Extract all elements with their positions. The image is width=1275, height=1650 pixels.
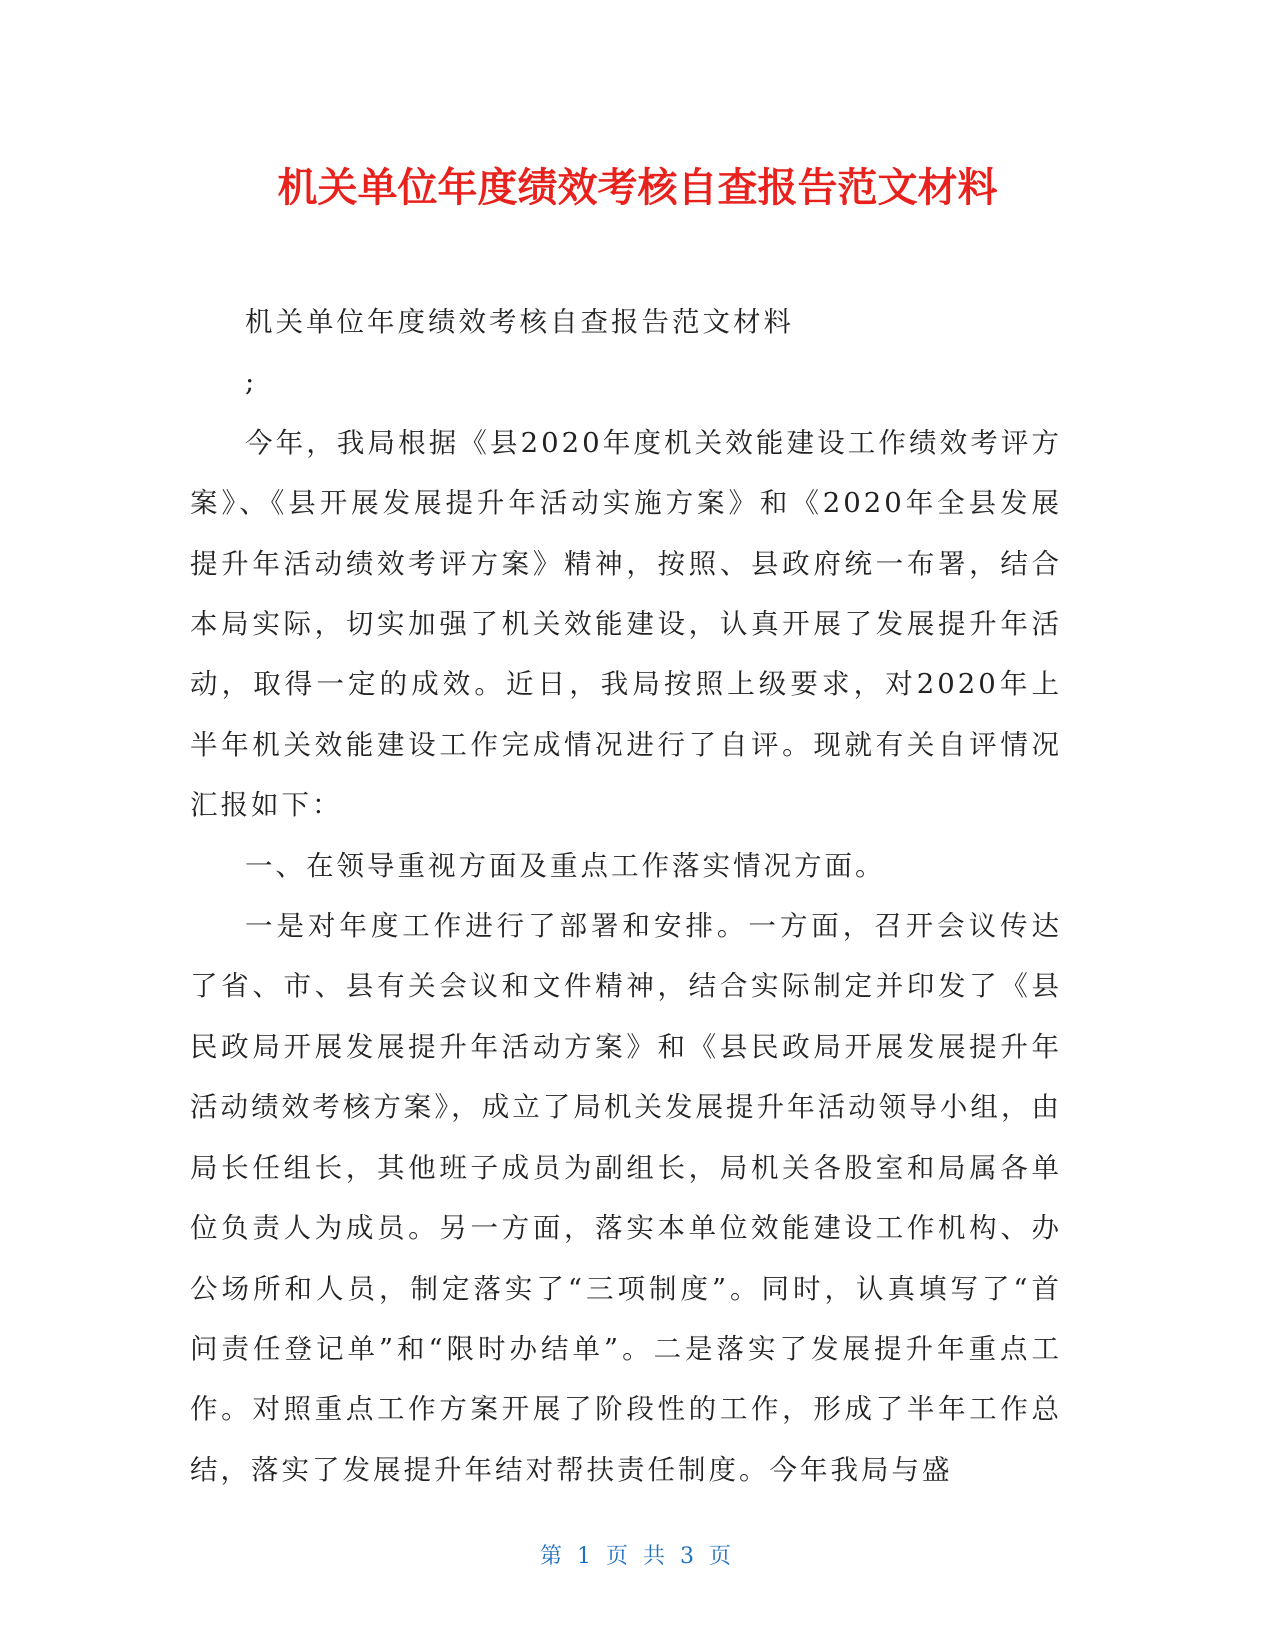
document-title: 机关单位年度绩效考核自查报告范文材料 [277,165,998,211]
document-body [190,292,1062,1500]
body-paragraph-separator: ; [245,366,258,399]
body-paragraph-details: 一是对年度工作进行了部署和安排。一方面，召开会议传达了省、市、县有关会议和文件精神，结合实际制定并印发了《县民政局开展发展提升年活动方案》和《县民政局开展发展提升年活动绩效考核方案》，成立了局机关发展提升年活动领导小组，由局长任组长，其他班子成员为副组长，局机关各股室和局属各单位负责人为成员。另一方面，落实本单位效能建设工作机构、办公场所和人员，制定落实了“三项制度”。同时，认真填写了“首问责任登记单”和“限时办结单”。二是落实了发展提升年重点工作。对照重点工作方案开展了阶段性的工作，形成了半年工作总结，落实了发展提升年结对帮扶责任制度。今年我局与盛 [190,910,1062,1486]
body-paragraph-section-one: 一、在领导重视方面及重点工作落实情况方面。 [245,849,886,882]
body-paragraph-intro: 今年，我局根据《县2020年度机关效能建设工作绩效考评方案》、《县开展发展提升年活动实施方案》和《2020年全县发展提升年活动绩效考评方案》精神，按照、县政府统一布署，结合本局实际，切实加强了机关效能建设，认真开展了发展提升年活动，取得一定的成效。近日，我局按照上级要求，对2020年上半年机关效能建设工作完成情况进行了自评。现就有关自评情况汇报如下： [190,426,1062,822]
page-number-footer: 第 1 页 共 3 页 [540,1544,735,1569]
body-paragraph-heading: 机关单位年度绩效考核自查报告范文材料 [245,306,794,338]
